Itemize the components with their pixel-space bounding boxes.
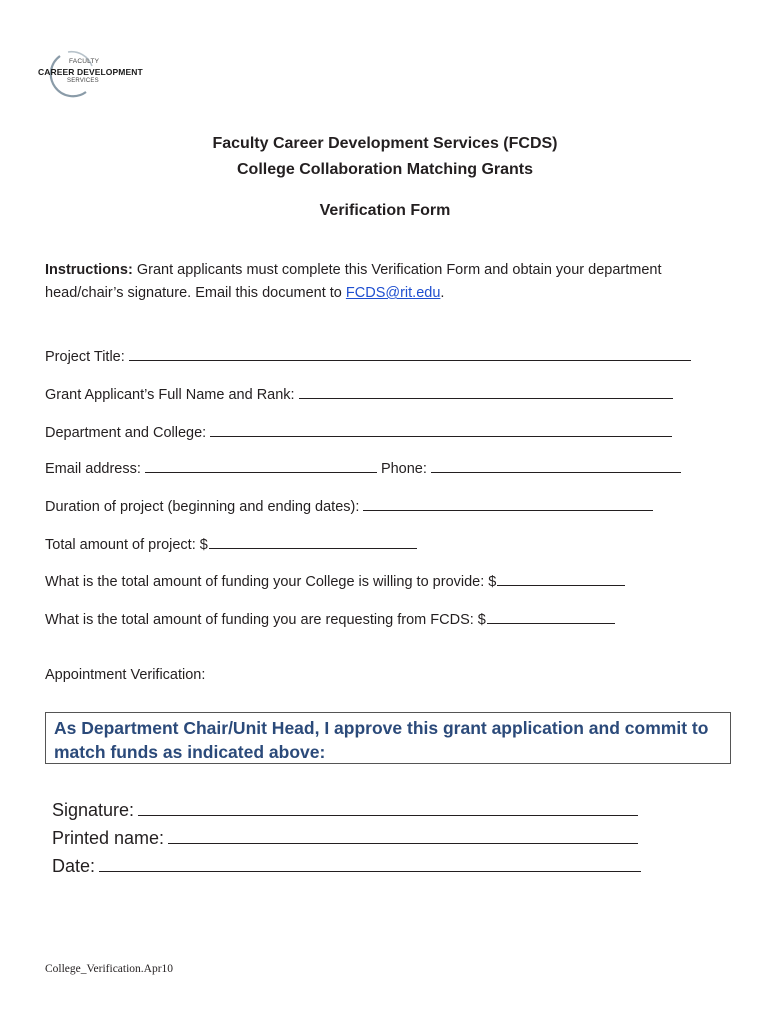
- phone-field[interactable]: [431, 458, 681, 473]
- approval-statement-box: As Department Chair/Unit Head, I approve this grant application and commit to match funds as indicated above:: [45, 712, 731, 764]
- applicant-name-field[interactable]: [299, 384, 673, 399]
- fcds-request-row: [45, 609, 615, 628]
- logo-services-text: SERVICES: [67, 78, 99, 84]
- date-row: [52, 854, 641, 877]
- signature-label: Signature:: [52, 800, 135, 820]
- phone-label: Phone:: [380, 461, 427, 477]
- instructions-text: Grant applicants must complete this Verification Form and obtain your department head/chair’s signature. Email this document to: [45, 262, 662, 301]
- duration-field[interactable]: [363, 496, 653, 511]
- instructions-label: Instructions:: [45, 262, 133, 278]
- applicant-name-label: Grant Applicant’s Full Name and Rank:: [45, 387, 295, 403]
- signature-field[interactable]: [138, 798, 638, 816]
- college-funding-label: What is the total amount of funding your College is willing to provide: $: [45, 574, 497, 590]
- printed-name-row: [52, 826, 638, 849]
- date-field[interactable]: [99, 854, 641, 872]
- total-amount-row: [45, 534, 417, 553]
- footer-doc-id: College_Verification.Apr10: [45, 963, 174, 975]
- department-row: [45, 422, 672, 441]
- fcds-request-label: What is the total amount of funding you are requesting from FCDS: $: [45, 612, 486, 628]
- department-field[interactable]: [210, 422, 672, 437]
- fcds-logo: [38, 46, 150, 98]
- page-title: Faculty Career Development Services (FCDS): [212, 135, 558, 152]
- college-funding-field[interactable]: [497, 571, 625, 586]
- total-amount-label: Total amount of project: $: [45, 537, 208, 553]
- email-label: Email address:: [45, 461, 141, 477]
- fcds-request-field[interactable]: [487, 609, 615, 624]
- instructions-paragraph: [45, 259, 735, 305]
- printed-name-label: Printed name:: [52, 828, 165, 848]
- instructions-end: .: [440, 285, 445, 301]
- total-amount-field[interactable]: [209, 534, 417, 549]
- signature-row: [52, 798, 638, 821]
- form-title: Verification Form: [319, 202, 451, 219]
- project-title-label: Project Title:: [45, 349, 125, 365]
- logo-faculty-text: FACULTY: [69, 58, 100, 65]
- email-field[interactable]: [145, 458, 377, 473]
- page-subtitle: College Collaboration Matching Grants: [236, 161, 534, 178]
- duration-row: [45, 496, 653, 515]
- applicant-name-row: [45, 384, 673, 403]
- email-link[interactable]: FCDS@rit.edu: [345, 285, 441, 301]
- project-title-field[interactable]: [129, 346, 691, 361]
- appointment-verification-label: Appointment Verification:: [45, 667, 206, 683]
- college-funding-row: [45, 571, 625, 590]
- printed-name-field[interactable]: [168, 826, 638, 844]
- email-phone-row: [45, 458, 681, 477]
- logo-career-development-text: CAREER DEVELOPMENT: [38, 67, 143, 77]
- department-label: Department and College:: [45, 425, 207, 441]
- project-title-row: [45, 346, 691, 365]
- duration-label: Duration of project (beginning and ending dates):: [45, 499, 360, 515]
- date-label: Date:: [52, 856, 96, 876]
